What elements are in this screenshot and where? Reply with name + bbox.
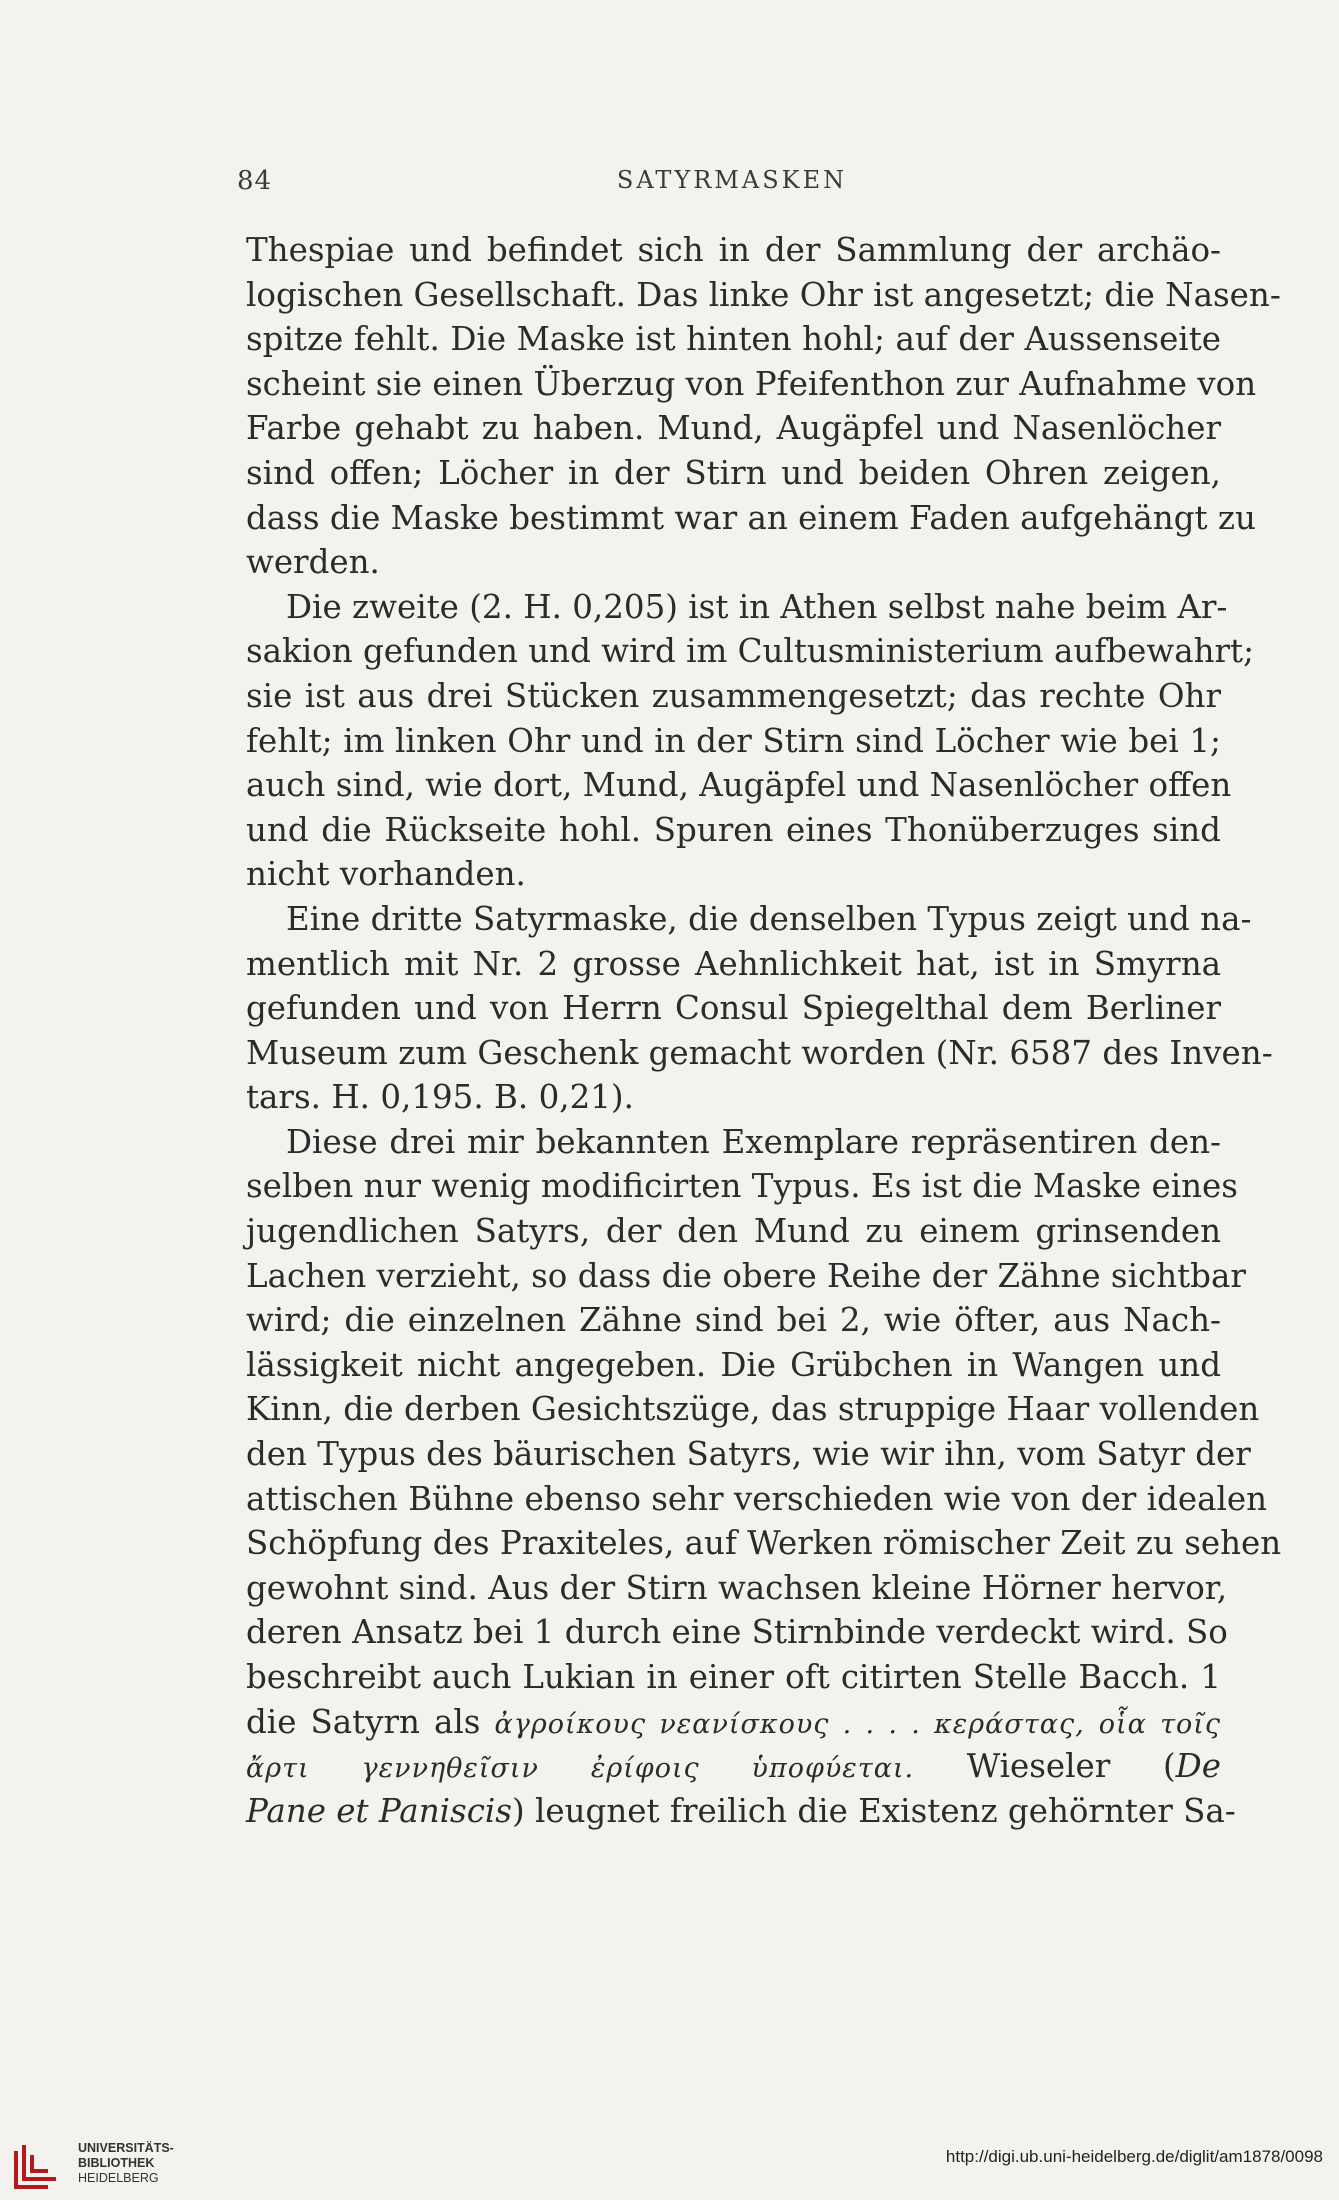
- parenthesis: (: [1162, 1747, 1176, 1786]
- greek-text-line: [246, 1700, 1221, 1745]
- text-line: sakion gefunden und wird im Cultusministerium aufbewahrt;: [246, 632, 1255, 671]
- text-line: werden.: [246, 543, 380, 582]
- text-line: nicht vorhanden.: [246, 855, 526, 894]
- greek-quotation: οἷα τοῖς: [1098, 1708, 1221, 1740]
- text-line: mentlich mit Nr. 2 grosse Aehnlichkeit hat, ist in Smyrna: [246, 944, 1221, 983]
- source-url-link[interactable]: http://digi.ub.uni-heidelberg.de/diglit/am1878/0098: [945, 2147, 1323, 2166]
- page-header: [237, 166, 1227, 206]
- text-line: wird; die einzelnen Zähne sind bei 2, wie öfter, aus Nach-: [246, 1301, 1221, 1340]
- text-line: scheint sie einen Überzug von Pfeifenthon zur Aufnahme von: [246, 364, 1257, 403]
- text-line: Lachen verzieht, so dass die obere Reihe der Zähne sichtbar: [246, 1256, 1246, 1295]
- body-text: [246, 228, 1282, 1833]
- text-line: Thespiae und befindet sich in der Sammlung der archäo-: [246, 231, 1221, 269]
- text-line: und die Rückseite hohl. Spuren eines Thonüberzuges sind: [246, 810, 1221, 849]
- text-line: fehlt; im linken Ohr und in der Stirn sind Löcher wie bei 1;: [246, 721, 1221, 760]
- text-line: Schöpfung des Praxiteles, auf Werken römischer Zeit zu sehen: [246, 1524, 1282, 1563]
- text-line: auch sind, wie dort, Mund, Augäpfel und Nasenlöcher offen: [246, 766, 1232, 805]
- text-fragment: [1163, 1747, 1221, 1785]
- text-line: dass die Maske bestimmt war an einem Faden aufgehängt zu: [246, 498, 1256, 537]
- text-fragment: die Satyrn als: [246, 1702, 481, 1741]
- text-fragment: Wieseler: [966, 1747, 1111, 1786]
- text-line: deren Ansatz bei 1 durch eine Stirnbinde verdeckt wird. So: [246, 1613, 1228, 1652]
- text-line: logischen Gesellschaft. Das linke Ohr ist angesetzt; die Nasen-: [246, 275, 1281, 314]
- library-name-line: UNIVERSITÄTS-: [78, 2141, 174, 2155]
- library-name: [78, 2141, 174, 2186]
- text-line: Farbe gehabt zu haben. Mund, Augäpfel und Nasenlöcher: [246, 409, 1221, 448]
- text-line: spitze fehlt. Die Maske ist hinten hohl; auf der Aussenseite: [246, 320, 1221, 359]
- text-line: Museum zum Geschenk gemacht worden (Nr. 6587 des Inven-: [246, 1033, 1273, 1072]
- running-head: SATYRMASKEN: [616, 166, 848, 194]
- text-line: jugendlichen Satyrs, der den Mund zu einem grinsenden: [246, 1212, 1221, 1251]
- greek-quotation: ἄρτι γεννηθεῖσιν ἐρίφοις ὑποφύεται.: [246, 1753, 915, 1785]
- text-line: Eine dritte Satyrmaske, die denselben Typus zeigt und na-: [286, 899, 1252, 938]
- text-line: gefunden und von Herrn Consul Spiegelthal dem Berliner: [246, 989, 1221, 1028]
- library-name-line: HEIDELBERG: [78, 2171, 159, 2185]
- greek-text-line: [246, 1744, 1221, 1789]
- parenthesis: ): [511, 1791, 525, 1830]
- greek-quotation: ἀγροίκους νεανίσκους . . . . κεράστας,: [494, 1708, 1085, 1740]
- text-line: sie ist aus drei Stücken zusammengesetzt; das rechte Ohr: [246, 676, 1221, 715]
- text-fragment: [246, 1792, 525, 1830]
- text-line: den Typus des bäurischen Satyrs, wie wir ihn, vom Satyr der: [246, 1435, 1251, 1474]
- text-line: lässigkeit nicht angegeben. Die Grübchen in Wangen und: [246, 1345, 1221, 1384]
- text-line: attischen Bühne ebenso sehr verschieden wie von der idealen: [246, 1479, 1268, 1518]
- text-line: [246, 1789, 1236, 1834]
- text-line: Diese drei mir bekannten Exemplare repräsentiren den-: [286, 1122, 1221, 1161]
- italic-title: De: [1175, 1747, 1221, 1786]
- footer: [0, 2135, 1339, 2200]
- text-line: gewohnt sind. Aus der Stirn wachsen kleine Hörner hervor,: [246, 1568, 1228, 1607]
- university-library-logo-icon: [12, 2141, 58, 2191]
- page-number: 84: [237, 166, 273, 196]
- text-line: tars. H. 0,195. B. 0,21).: [246, 1078, 634, 1117]
- text-fragment: leugnet freilich die Existenz gehörnter Sa-: [535, 1791, 1236, 1830]
- library-name-line: BIBLIOTHEK: [78, 2156, 155, 2170]
- text-line: Kinn, die derben Gesichtszüge, das struppige Haar vollenden: [246, 1390, 1260, 1429]
- text-line: selben nur wenig modificirten Typus. Es ist die Maske eines: [246, 1167, 1238, 1206]
- text-line: beschreibt auch Lukian in einer oft citirten Stelle Bacch. 1: [246, 1658, 1221, 1696]
- italic-title: Pane et Paniscis: [246, 1791, 512, 1830]
- text-line: sind offen; Löcher in der Stirn und beiden Ohren zeigen,: [246, 453, 1221, 492]
- text-line: Die zweite (2. H. 0,205) ist in Athen selbst nahe beim Ar-: [286, 587, 1228, 626]
